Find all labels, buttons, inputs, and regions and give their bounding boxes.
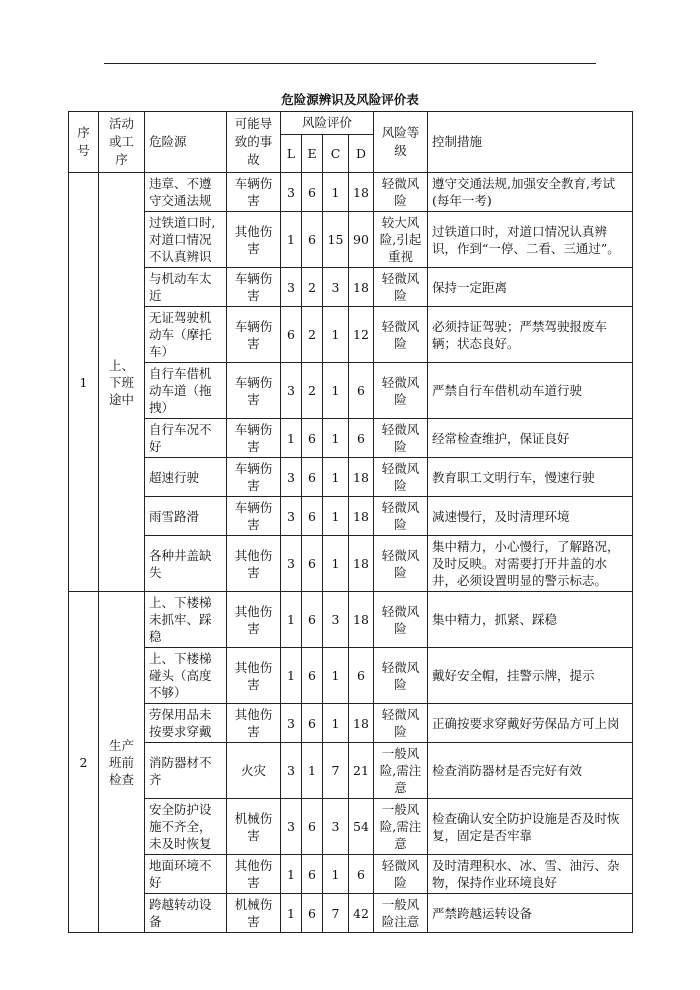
c-value-cell: 1	[323, 458, 349, 497]
l-value-cell: 1	[281, 592, 302, 648]
accident-cell: 其他伤害	[227, 855, 281, 894]
hazard-cell: 各种井盖缺失	[145, 536, 227, 592]
risk-level-cell: 轻微风险	[374, 268, 428, 307]
control-measure-cell: 检查消防器材是否完好有效	[428, 743, 633, 799]
control-measure-cell: 遵守交通法规,加强安全教育,考试(每年一考)	[428, 173, 633, 212]
l-value-cell: 3	[281, 704, 302, 743]
d-value-cell: 18	[349, 536, 374, 592]
header-level: 风险等级	[374, 112, 428, 173]
risk-level-cell: 轻微风险	[374, 536, 428, 592]
table-row	[69, 307, 633, 363]
risk-level-cell: 较大风险,引起重视	[374, 212, 428, 268]
e-value-cell: 6	[302, 419, 323, 458]
e-value-cell: 6	[302, 458, 323, 497]
d-value-cell: 6	[349, 419, 374, 458]
control-measure-cell: 及时清理积水、冰、雪、油污、杂物，保持作业环境良好	[428, 855, 633, 894]
e-value-cell: 6	[302, 173, 323, 212]
l-value-cell: 1	[281, 894, 302, 933]
l-value-cell: 3	[281, 173, 302, 212]
activity-cell: 生产班前检查	[99, 592, 145, 933]
d-value-cell: 18	[349, 173, 374, 212]
hazard-cell: 劳保用品未按要求穿戴	[145, 704, 227, 743]
e-value-cell: 2	[302, 307, 323, 363]
c-value-cell: 1	[323, 648, 349, 704]
c-value-cell: 3	[323, 592, 349, 648]
control-measure-cell: 教育职工文明行车，慢速行驶	[428, 458, 633, 497]
seq-cell: 1	[69, 173, 99, 592]
risk-level-cell: 轻微风险	[374, 592, 428, 648]
table-body	[69, 173, 633, 933]
table-row	[69, 648, 633, 704]
table-row	[69, 497, 633, 536]
risk-level-cell: 轻微风险	[374, 419, 428, 458]
accident-cell: 机械伤害	[227, 799, 281, 855]
risk-level-cell: 一般风险注意	[374, 894, 428, 933]
risk-level-cell: 轻微风险	[374, 648, 428, 704]
control-measure-cell: 正确按要求穿戴好劳保品方可上岗	[428, 704, 633, 743]
d-value-cell: 54	[349, 799, 374, 855]
e-value-cell: 6	[302, 855, 323, 894]
l-value-cell: 3	[281, 799, 302, 855]
accident-cell: 其他伤害	[227, 648, 281, 704]
table-row	[69, 268, 633, 307]
header-accident: 可能导致的事故	[227, 112, 281, 173]
d-value-cell: 6	[349, 363, 374, 419]
document-title: 危险源辨识及风险评价表	[281, 92, 419, 107]
d-value-cell: 18	[349, 592, 374, 648]
header-L: L	[281, 135, 302, 173]
accident-cell: 火灾	[227, 743, 281, 799]
hazard-cell: 超速行驶	[145, 458, 227, 497]
header-risk-eval: 风险评价	[281, 112, 374, 135]
d-value-cell: 18	[349, 497, 374, 536]
e-value-cell: 1	[302, 743, 323, 799]
table-row	[69, 855, 633, 894]
e-value-cell: 6	[302, 648, 323, 704]
hazard-cell: 自行车况不好	[145, 419, 227, 458]
control-measure-cell: 严禁自行车借机动车道行驶	[428, 363, 633, 419]
activity-cell: 上、下班途中	[99, 173, 145, 592]
d-value-cell: 90	[349, 212, 374, 268]
control-measure-cell: 过铁道口时，对道口情况认真辨识，作到“一停、二看、三通过”。	[428, 212, 633, 268]
control-measure-cell: 经常检查维护，保证良好	[428, 419, 633, 458]
header-seq: 序号	[69, 112, 99, 173]
c-value-cell: 7	[323, 894, 349, 933]
c-value-cell: 1	[323, 497, 349, 536]
d-value-cell: 18	[349, 268, 374, 307]
hazard-cell: 自行车借机动车道（拖拽）	[145, 363, 227, 419]
c-value-cell: 1	[323, 419, 349, 458]
l-value-cell: 1	[281, 648, 302, 704]
hazard-cell: 与机动车太近	[145, 268, 227, 307]
table-row	[69, 458, 633, 497]
hazard-cell: 消防器材不齐	[145, 743, 227, 799]
table-row	[69, 363, 633, 419]
d-value-cell: 6	[349, 648, 374, 704]
table-row	[69, 212, 633, 268]
hazard-cell: 过铁道口时,对道口情况不认真辨识	[145, 212, 227, 268]
risk-level-cell: 轻微风险	[374, 855, 428, 894]
table-row	[69, 173, 633, 212]
d-value-cell: 12	[349, 307, 374, 363]
table-header	[69, 112, 633, 173]
accident-cell: 其他伤害	[227, 212, 281, 268]
control-measure-cell: 保持一定距离	[428, 268, 633, 307]
control-measure-cell: 严禁跨越运转设备	[428, 894, 633, 933]
c-value-cell: 3	[323, 799, 349, 855]
control-measure-cell: 集中精力，小心慢行，了解路况，及时反映。对需要打开井盖的水井，必须设置明显的警示标志。	[428, 536, 633, 592]
header-activity: 活动或工序	[99, 112, 145, 173]
table-row	[69, 894, 633, 933]
l-value-cell: 1	[281, 212, 302, 268]
l-value-cell: 3	[281, 268, 302, 307]
hazard-cell: 跨越转动设备	[145, 894, 227, 933]
hazard-cell: 无证驾驶机动车（摩托车）	[145, 307, 227, 363]
control-measure-cell: 减速慢行，及时清理环境	[428, 497, 633, 536]
risk-level-cell: 轻微风险	[374, 497, 428, 536]
table-row	[69, 704, 633, 743]
seq-cell: 2	[69, 592, 99, 933]
risk-level-cell: 一般风险,需注意	[374, 799, 428, 855]
hazard-cell: 上、下楼梯碰头（高度不够）	[145, 648, 227, 704]
c-value-cell: 1	[323, 704, 349, 743]
d-value-cell: 21	[349, 743, 374, 799]
e-value-cell: 6	[302, 592, 323, 648]
l-value-cell: 1	[281, 419, 302, 458]
l-value-cell: 3	[281, 536, 302, 592]
l-value-cell: 3	[281, 743, 302, 799]
hazard-cell: 地面环境不好	[145, 855, 227, 894]
table-row	[69, 743, 633, 799]
table-row	[69, 592, 633, 648]
control-measure-cell: 戴好安全帽，挂警示牌，提示	[428, 648, 633, 704]
table-row	[69, 799, 633, 855]
accident-cell: 车辆伤害	[227, 173, 281, 212]
table-row	[69, 536, 633, 592]
l-value-cell: 3	[281, 363, 302, 419]
table-row	[69, 419, 633, 458]
accident-cell: 其他伤害	[227, 536, 281, 592]
d-value-cell: 18	[349, 458, 374, 497]
d-value-cell: 6	[349, 855, 374, 894]
e-value-cell: 6	[302, 894, 323, 933]
accident-cell: 车辆伤害	[227, 497, 281, 536]
c-value-cell: 1	[323, 855, 349, 894]
d-value-cell: 18	[349, 704, 374, 743]
c-value-cell: 1	[323, 363, 349, 419]
c-value-cell: 1	[323, 307, 349, 363]
hazard-cell: 上、下楼梯未抓牢、踩稳	[145, 592, 227, 648]
control-measure-cell: 集中精力，抓紧、踩稳	[428, 592, 633, 648]
d-value-cell: 42	[349, 894, 374, 933]
c-value-cell: 15	[323, 212, 349, 268]
risk-level-cell: 轻微风险	[374, 173, 428, 212]
hazard-cell: 违章、不遵守交通法规	[145, 173, 227, 212]
header-rule	[104, 63, 596, 64]
e-value-cell: 6	[302, 536, 323, 592]
accident-cell: 车辆伤害	[227, 268, 281, 307]
accident-cell: 其他伤害	[227, 592, 281, 648]
hazard-cell: 安全防护设施不齐全，未及时恢复	[145, 799, 227, 855]
risk-level-cell: 轻微风险	[374, 704, 428, 743]
accident-cell: 车辆伤害	[227, 458, 281, 497]
c-value-cell: 1	[323, 173, 349, 212]
header-hazard: 危险源	[145, 112, 227, 173]
risk-assessment-table	[68, 111, 633, 933]
l-value-cell: 6	[281, 307, 302, 363]
c-value-cell: 1	[323, 536, 349, 592]
l-value-cell: 3	[281, 458, 302, 497]
e-value-cell: 2	[302, 268, 323, 307]
control-measure-cell: 检查确认安全防护设施是否及时恢复，固定是否牢靠	[428, 799, 633, 855]
header-C: C	[323, 135, 349, 173]
risk-level-cell: 轻微风险	[374, 307, 428, 363]
accident-cell: 车辆伤害	[227, 307, 281, 363]
e-value-cell: 6	[302, 799, 323, 855]
risk-level-cell: 一般风险,需注意	[374, 743, 428, 799]
accident-cell: 车辆伤害	[227, 363, 281, 419]
e-value-cell: 2	[302, 363, 323, 419]
risk-level-cell: 轻微风险	[374, 363, 428, 419]
accident-cell: 机械伤害	[227, 894, 281, 933]
header-D: D	[349, 135, 374, 173]
c-value-cell: 3	[323, 268, 349, 307]
c-value-cell: 7	[323, 743, 349, 799]
hazard-cell: 雨雪路滑	[145, 497, 227, 536]
control-measure-cell: 必须持证驾驶；严禁驾驶报废车辆；状态良好。	[428, 307, 633, 363]
accident-cell: 车辆伤害	[227, 419, 281, 458]
e-value-cell: 6	[302, 212, 323, 268]
header-control: 控制措施	[428, 112, 633, 173]
accident-cell: 其他伤害	[227, 704, 281, 743]
e-value-cell: 6	[302, 704, 323, 743]
l-value-cell: 1	[281, 855, 302, 894]
l-value-cell: 3	[281, 497, 302, 536]
e-value-cell: 6	[302, 497, 323, 536]
risk-level-cell: 轻微风险	[374, 458, 428, 497]
header-E: E	[302, 135, 323, 173]
